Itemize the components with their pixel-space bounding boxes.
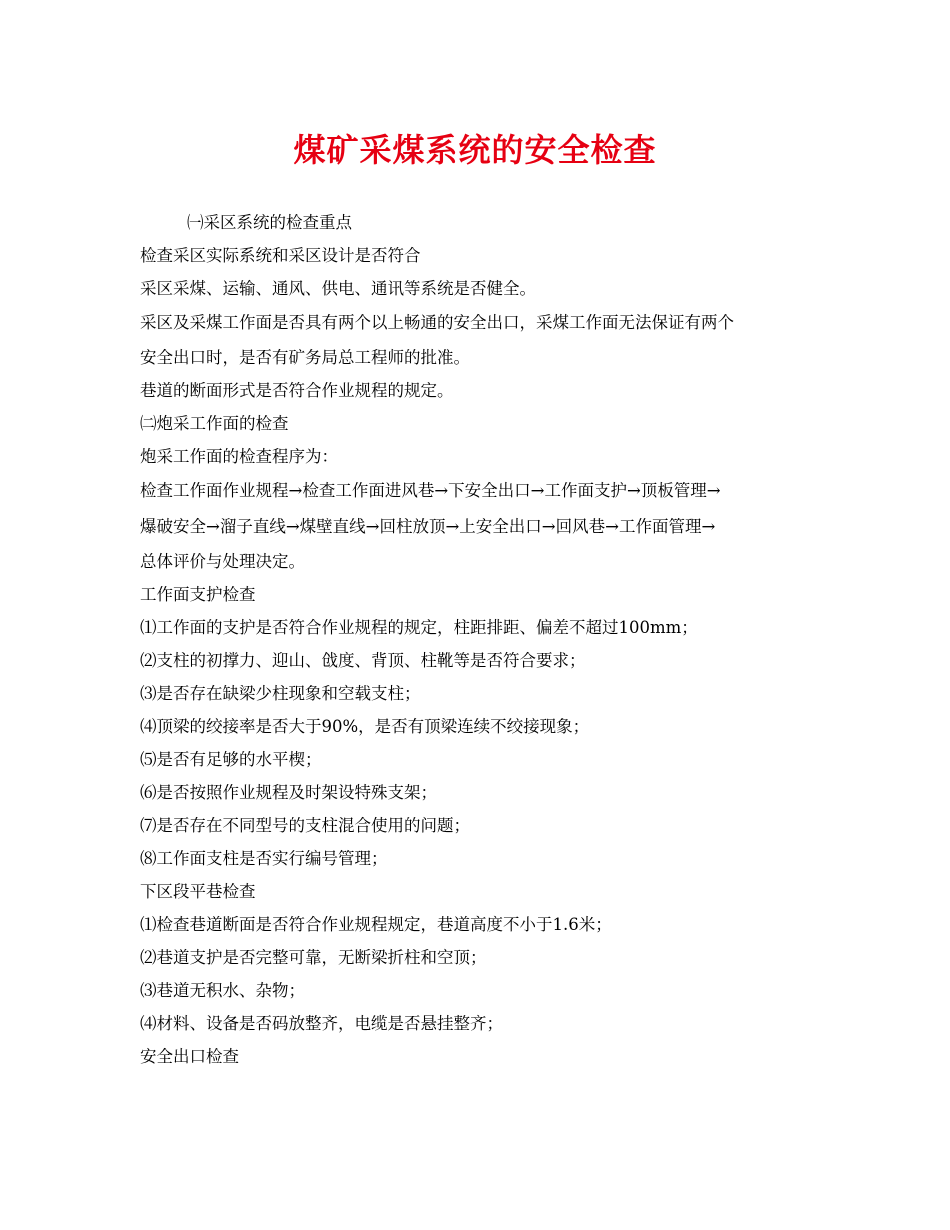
list-item: ⑴检查巷道断面是否符合作业规程规定，巷道高度不小于1.6米； xyxy=(140,915,612,934)
paragraph-line: 检查工作面作业规程→检查工作面进风巷→下安全出口→工作面支护→顶板管理→ xyxy=(140,481,721,500)
paragraph-line: 检查采区实际系统和采区设计是否符合 xyxy=(140,246,421,265)
list-item: ⑵巷道支护是否完整可靠，无断梁折柱和空顶； xyxy=(140,948,487,967)
list-item: ⑷材料、设备是否码放整齐，电缆是否悬挂整齐； xyxy=(140,1014,503,1033)
paragraph-line: 采区及采煤工作面是否具有两个以上畅通的安全出口，采煤工作面无法保证有两个 xyxy=(140,313,734,332)
paragraph-line: 爆破安全→溜子直线→煤壁直线→回柱放顶→上安全出口→回风巷→工作面管理→ xyxy=(140,517,716,536)
document-body xyxy=(140,206,820,1073)
paragraph-line: 巷道的断面形式是否符合作业规程的规定。 xyxy=(140,381,454,400)
list-item: ⑻工作面支柱是否实行编号管理； xyxy=(140,849,388,868)
paragraph-line: 采区采煤、运输、通风、供电、通讯等系统是否健全。 xyxy=(140,279,536,298)
list-item: ⑵支柱的初撑力、迎山、戗度、背顶、柱靴等是否符合要求； xyxy=(140,651,586,670)
subsection-heading: 工作面支护检查 xyxy=(140,585,256,604)
list-item: ⑸是否有足够的水平楔； xyxy=(140,750,322,769)
list-item: ⑶巷道无积水、杂物； xyxy=(140,981,305,1000)
document-title: 煤矿采煤系统的安全检查 xyxy=(293,131,657,169)
paragraph-line: 炮采工作面的检查程序为： xyxy=(140,447,338,466)
section-heading: ㈡炮采工作面的检查 xyxy=(140,414,289,433)
paragraph-line: 安全出口时，是否有矿务局总工程师的批准。 xyxy=(140,348,470,367)
subsection-heading: 下区段平巷检查 xyxy=(140,882,256,901)
section-heading: ㈠采区系统的检查重点 xyxy=(187,213,352,232)
list-item: ⑶是否存在缺梁少柱现象和空载支柱； xyxy=(140,684,421,703)
list-item: ⑷顶梁的绞接率是否大于90%，是否有顶梁连续不绞接现象； xyxy=(140,717,590,736)
list-item: ⑴工作面的支护是否符合作业规程的规定，柱距排距、偏差不超过100mm； xyxy=(140,618,698,637)
list-item: ⑺是否存在不同型号的支柱混合使用的问题； xyxy=(140,816,470,835)
list-item: ⑹是否按照作业规程及时架设特殊支架； xyxy=(140,783,437,802)
paragraph-line: 总体评价与处理决定。 xyxy=(140,552,305,571)
subsection-heading: 安全出口检查 xyxy=(140,1047,239,1066)
